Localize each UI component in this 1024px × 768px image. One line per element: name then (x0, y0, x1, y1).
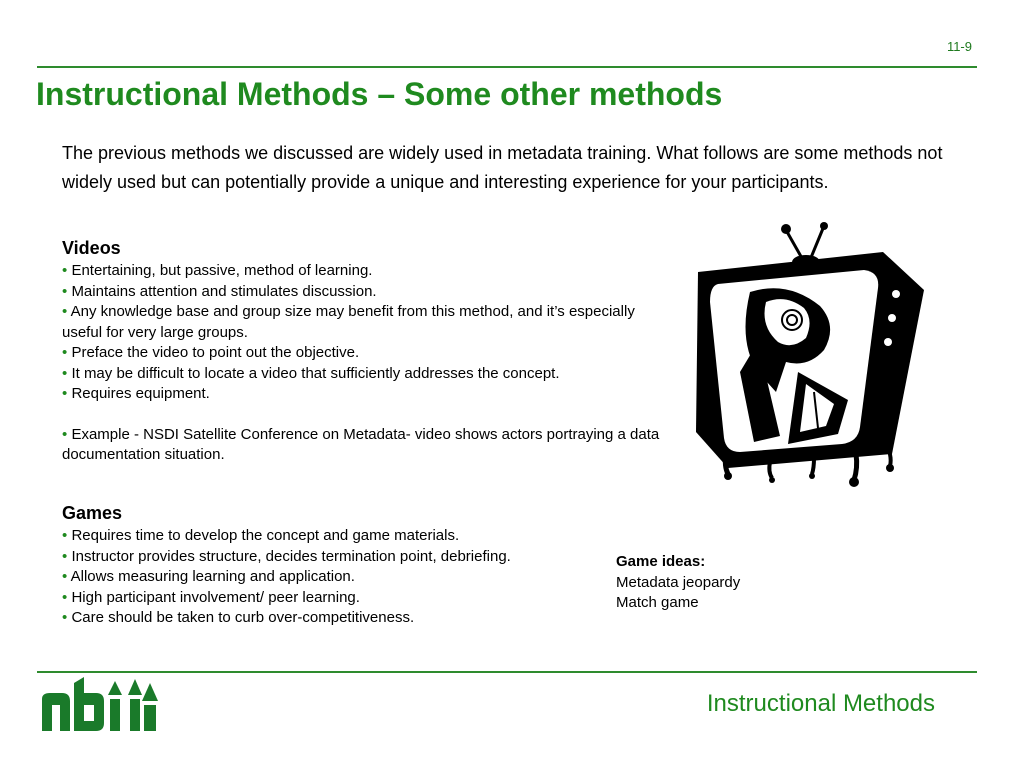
list-item (62, 567, 662, 588)
list-item (62, 302, 662, 343)
tv-clipart-icon (688, 222, 928, 488)
bullet-text: Instructor provides structure, decides termination point, debriefing. (71, 547, 511, 565)
list-item (62, 526, 662, 547)
bullet-icon: • (62, 527, 68, 544)
list-item (62, 384, 662, 405)
list-item (62, 282, 662, 303)
bullet-icon: • (62, 303, 68, 320)
list-item (62, 588, 662, 609)
game-ideas-heading: Game ideas: (616, 553, 706, 570)
bullet-text: Entertaining, but passive, method of learning. (71, 262, 373, 279)
bullet-text: Maintains attention and stimulates discussion. (71, 282, 377, 300)
bullet-icon: • (62, 588, 68, 606)
bullet-icon: • (62, 262, 68, 279)
bullet-text: Any knowledge base and group size may benefit from this method, and it’s especially useful for very large groups. (62, 303, 635, 341)
bullet-icon: • (62, 425, 68, 443)
game-idea-item: Metadata jeopardy (616, 573, 741, 591)
bullet-text: Allows measuring learning and application. (70, 568, 355, 585)
bullet-text: Example - NSDI Satellite Conference on Metadata- video shows actors portraying a data documentation situation. (62, 425, 660, 463)
list-item (62, 547, 662, 568)
games-heading: Games (62, 503, 123, 523)
bullet-icon: • (62, 568, 68, 585)
bullet-text: Requires equipment. (71, 385, 210, 402)
list-item (62, 343, 662, 364)
videos-section (62, 236, 662, 466)
slide-title: Instructional Methods – Some other methods (36, 76, 723, 112)
list-item (62, 364, 662, 385)
footer-title: Instructional Methods (706, 690, 935, 717)
intro-paragraph: The previous methods we discussed are widely used in metadata training. What follows are some methods not widely used but can potentially provide a unique and interesting experience for your participants. (62, 143, 943, 192)
list-item (62, 608, 662, 629)
bullet-icon: • (62, 547, 68, 565)
videos-bullet-list (62, 261, 662, 466)
game-ideas-box (616, 552, 740, 614)
bullet-icon: • (62, 364, 68, 382)
bottom-divider (37, 671, 977, 673)
bullet-icon: • (62, 282, 68, 300)
list-item (62, 261, 662, 282)
games-bullet-list (62, 526, 662, 629)
bullet-icon: • (62, 609, 68, 626)
videos-heading: Videos (62, 238, 121, 258)
nbii-logo (40, 675, 162, 733)
bullet-text: It may be difficult to locate a video that sufficiently addresses the concept. (71, 364, 560, 382)
list-item (62, 425, 662, 466)
top-divider (37, 66, 977, 68)
bullet-text: Requires time to develop the concept and game materials. (71, 527, 460, 544)
bullet-text: Care should be taken to curb over-competitiveness. (71, 609, 415, 626)
bullet-text: High participant involvement/ peer learning. (71, 588, 360, 606)
bullet-text: Preface the video to point out the objective. (71, 344, 360, 361)
bullet-icon: • (62, 344, 68, 361)
game-idea-item: Match game (616, 594, 699, 611)
bullet-icon: • (62, 385, 68, 402)
games-section (62, 501, 662, 629)
slide-number: 11-9 (946, 39, 972, 54)
